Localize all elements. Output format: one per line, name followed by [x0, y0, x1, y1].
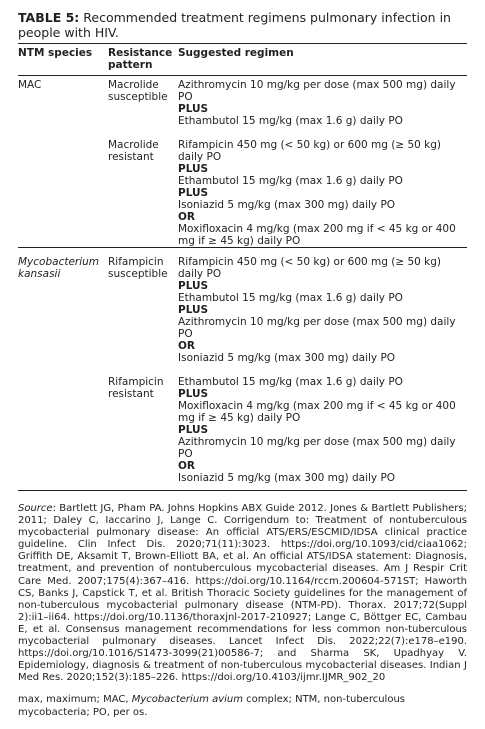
regimen-line: Ethambutol 15 mg/kg (max 1.6 g) daily PO — [178, 376, 403, 388]
regimen-line: Azithromycin 10 mg/kg per dose (max 500 mg) daily PO — [178, 436, 456, 460]
regimen-cell — [178, 376, 467, 491]
regimen-connector: PLUS — [178, 103, 209, 115]
document-page — [18, 10, 467, 729]
regimen-line: Isoniazid 5 mg/kg (max 300 mg) daily PO — [178, 352, 396, 364]
regimen-line: Moxifloxacin 4 mg/kg (max 200 mg if < 45 kg or 400 mg if ≥ 45 kg) daily PO — [178, 223, 456, 247]
regimen-cell — [178, 248, 467, 365]
regimen-connector: PLUS — [178, 388, 209, 400]
source-text: : Bartlett JG, Pham PA. Johns Hopkins ABX Guide 2012. Jones & Bartlett Publishers; 2011; Daley C, Iaccarino J, Lange C. Corrigendum to: Treatment of nontuberculous mycobacterial pulmonary disease: An official ATS/ERS/ESCMID/IDSA clinical practice guideline. Clin Infect Dis. 2020;71(11):3023. https://doi.org/10.1093/cid/ciaa1062; Griffith DE, Aksamit T, Brown-Elliott BA, et al. An official ATS/IDSA statement: Diagnosis, treatment, and prevention of nontuberculous mycobacterial diseases. Am J Respir Crit Care Med. 2007;175(4):367–416. https://doi.org/10.1164/rccm.200604-571ST; Haworth CS, Banks J, Capstick T, et al. British Thoracic Society guidelines for the management of non-tuberculous mycobacterial pulmonary disease (NTM-PD). Thorax. 2017;72(Suppl 2):ii1–ii64. https://doi.org/10.1136/thoraxjnl-2017-210927; Lange C, Böttger EC, Cambau E, et al. Consensus management recommendations for less common non-tuberculous mycobacterial pulmonary diseases. Lancet Infect Dis. 2022;22(7):e178–e190. https://doi.org/10.1016/S1473-3099(21)00586-7; and Sharma SK, Upadhyay V. Epidemiology, diagnosis & treatment of non-tuberculous mycobacterial diseases. Indian J Med Res. 2020;152(3):185–226. https://doi.org/10.4103/ijmr.IJMR_902_20 — [18, 503, 467, 684]
regimen-line: Isoniazid 5 mg/kg (max 300 mg) daily PO — [178, 199, 396, 211]
regimen-connector: PLUS — [178, 187, 209, 199]
species-cell — [18, 248, 108, 365]
regimen-connector: PLUS — [178, 280, 209, 292]
regimen-connector: OR — [178, 211, 196, 223]
regimen-line: Isoniazid 5 mg/kg (max 300 mg) daily PO — [178, 472, 396, 484]
abbreviations-note — [18, 694, 467, 718]
header-species: NTM species — [18, 47, 93, 59]
table-row — [18, 248, 467, 365]
treatment-table — [18, 43, 467, 491]
regimen-connector: OR — [178, 340, 196, 352]
pattern-cell: Macrolide susceptible — [108, 79, 168, 103]
species-cell-empty — [18, 376, 108, 491]
source-note — [18, 503, 467, 684]
regimen-line: Ethambutol 15 mg/kg (max 1.6 g) daily PO — [178, 115, 403, 127]
table-row — [18, 76, 467, 128]
abbr-after: complex; NTM, non-tuberculous mycobacteria; PO, per os. — [18, 694, 405, 718]
table-row — [18, 376, 467, 491]
species-name-italic: Mycobacterium kansasii — [18, 256, 100, 280]
regimen-connector: PLUS — [178, 163, 209, 175]
row-spacer — [18, 127, 467, 139]
regimen-line: Ethambutol 15 mg/kg (max 1.6 g) daily PO — [178, 175, 403, 187]
regimen-line: Rifampicin 450 mg (< 50 kg) or 600 mg (≥ 50 kg) daily PO — [178, 139, 442, 163]
row-spacer — [18, 364, 467, 376]
caption-text: Recommended treatment regimens pulmonary infection in people with HIV. — [18, 10, 451, 40]
abbr-italic: Mycobacterium avium — [131, 694, 243, 706]
regimen-cell — [178, 76, 467, 128]
regimen-line: Azithromycin 10 mg/kg per dose (max 500 mg) daily PO — [178, 316, 456, 340]
header-resistance: Resistance pattern — [108, 47, 173, 71]
regimen-connector: PLUS — [178, 424, 209, 436]
caption-label: TABLE 5: — [18, 10, 80, 25]
species-cell-empty — [18, 139, 108, 248]
pattern-cell: Rifampicin resistant — [108, 376, 164, 400]
table-header-row — [18, 44, 467, 76]
species-cell: MAC — [18, 79, 42, 91]
regimen-line: Rifampicin 450 mg (< 50 kg) or 600 mg (≥ 50 kg) daily PO — [178, 256, 442, 280]
regimen-line: Ethambutol 15 mg/kg (max 1.6 g) daily PO — [178, 292, 403, 304]
source-label: Source — [18, 503, 53, 514]
regimen-line: Moxifloxacin 4 mg/kg (max 200 mg if < 45 kg or 400 mg if ≥ 45 kg) daily PO — [178, 400, 456, 424]
abbr-before: max, maximum; MAC, — [18, 694, 132, 706]
regimen-connector: PLUS — [178, 304, 209, 316]
table-caption — [18, 10, 467, 40]
pattern-cell: Rifampicin susceptible — [108, 256, 168, 280]
regimen-connector: OR — [178, 460, 196, 472]
regimen-cell — [178, 139, 467, 248]
table-row — [18, 139, 467, 248]
regimen-line: Azithromycin 10 mg/kg per dose (max 500 mg) daily PO — [178, 79, 456, 103]
pattern-cell: Macrolide resistant — [108, 139, 159, 163]
header-regimen: Suggested regimen — [178, 47, 294, 59]
